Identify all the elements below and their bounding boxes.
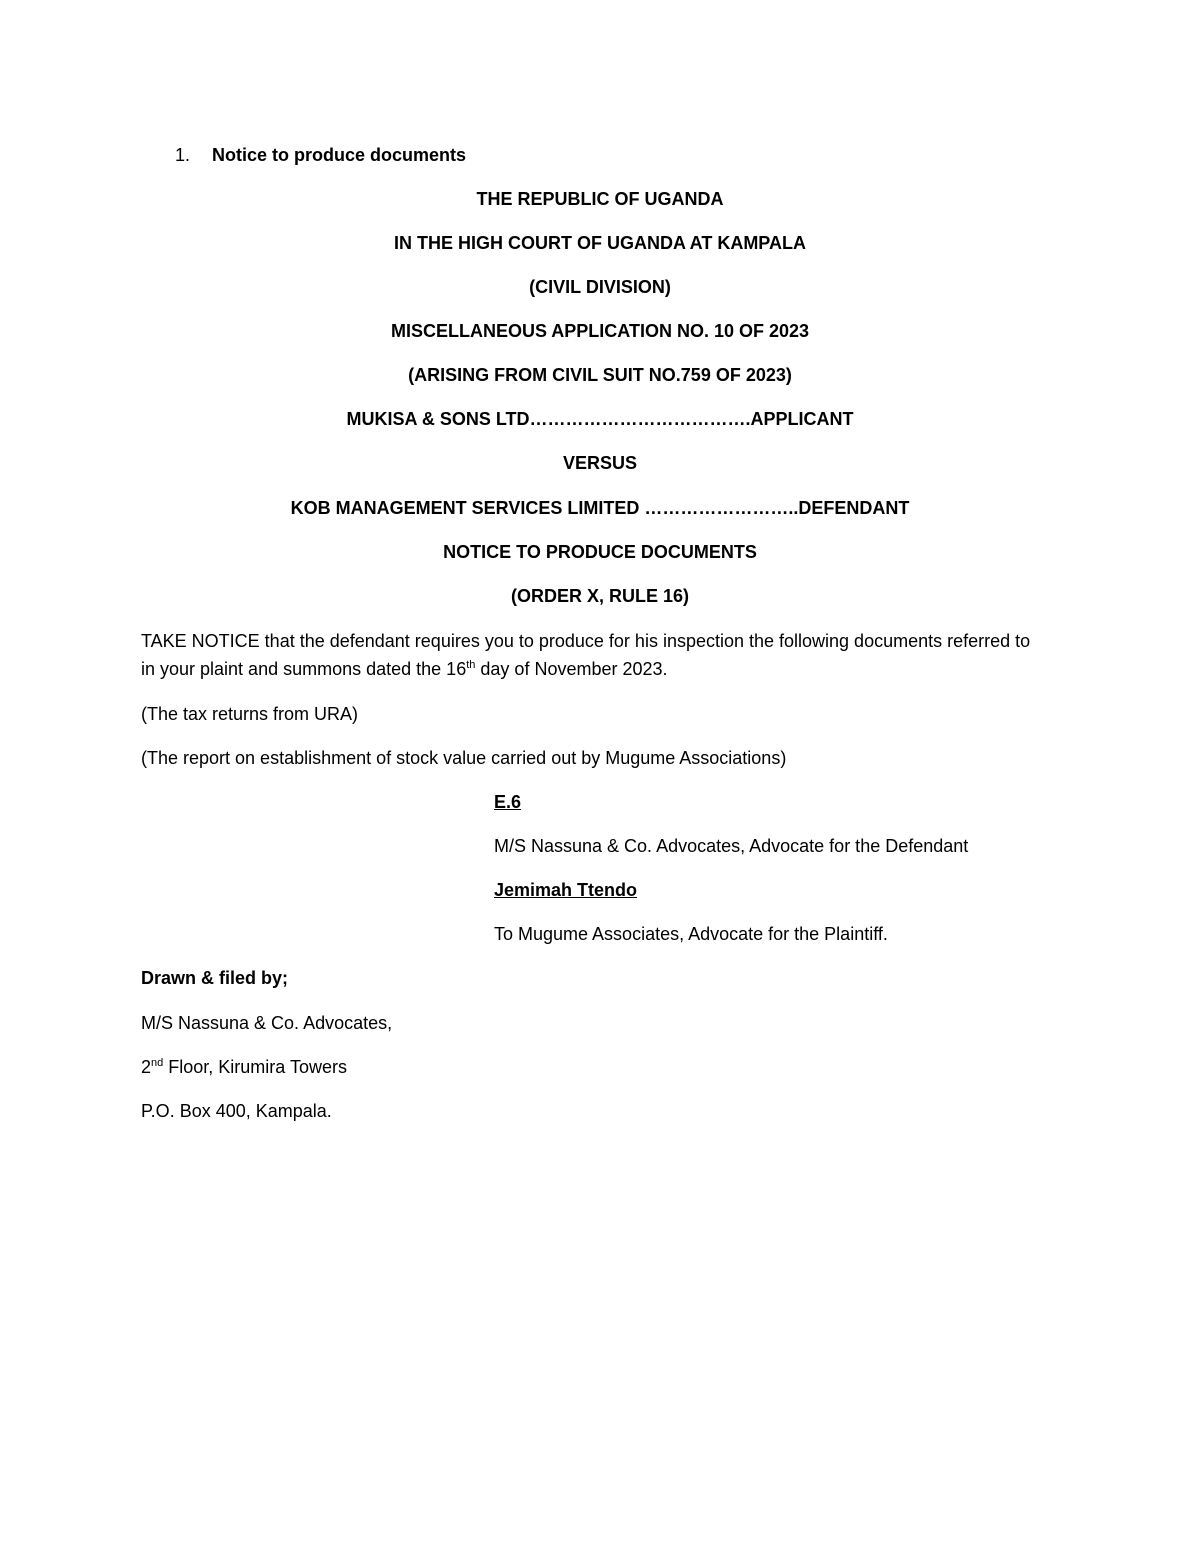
court-title: IN THE HIGH COURT OF UGANDA AT KAMPALA — [394, 233, 806, 253]
defendant-line: KOB MANAGEMENT SERVICES LIMITED ……………………..DEFENDANT — [290, 498, 910, 518]
application-number: MISCELLANEOUS APPLICATION NO. 10 OF 2023 — [390, 321, 810, 341]
signatory-name: Jemimah Ttendo — [494, 880, 638, 900]
floor-number: 2 — [141, 1057, 152, 1077]
arising-from: (ARISING FROM CIVIL SUIT NO.759 OF 2023) — [408, 365, 792, 385]
applicant-line: MUKISA & SONS LTD……………………………….APPLICANT — [346, 409, 854, 429]
floor-building: Floor, Kirumira Towers — [163, 1057, 347, 1077]
order-reference: (ORDER X, RULE 16) — [510, 586, 690, 606]
signature-to: To Mugume Associates, Advocate for the Plaintiff. — [494, 924, 888, 944]
notice-paragraph — [141, 627, 1041, 683]
firm-address-box: P.O. Box 400, Kampala. — [141, 1101, 332, 1121]
list-number: 1. — [175, 145, 191, 165]
signature-reference: E.6 — [494, 792, 522, 812]
republic-title: THE REPUBLIC OF UGANDA — [476, 189, 724, 209]
notice-title: NOTICE TO PRODUCE DOCUMENTS — [443, 542, 757, 562]
signature-from: M/S Nassuna & Co. Advocates, Advocate for the Defendant — [494, 836, 969, 856]
ordinal-suffix: nd — [151, 1057, 164, 1069]
section-heading: Notice to produce documents — [212, 145, 467, 165]
division-title: (CIVIL DIVISION) — [529, 277, 671, 297]
ordinal-suffix: th — [466, 659, 476, 671]
notice-text-end: day of November 2023. — [475, 659, 668, 679]
document-item: (The tax returns from URA) — [141, 704, 359, 724]
firm-address-floor — [141, 1056, 347, 1078]
document-item: (The report on establishment of stock value carried out by Mugume Associations) — [141, 748, 787, 768]
notice-text: TAKE NOTICE that the defendant requires you to produce for his inspection the following documents referred to in your plaint and summons dated the 16 — [141, 631, 1031, 679]
firm-name: M/S Nassuna & Co. Advocates, — [141, 1013, 393, 1033]
versus-label: VERSUS — [562, 453, 638, 473]
filed-by-label: Drawn & filed by; — [141, 968, 289, 988]
